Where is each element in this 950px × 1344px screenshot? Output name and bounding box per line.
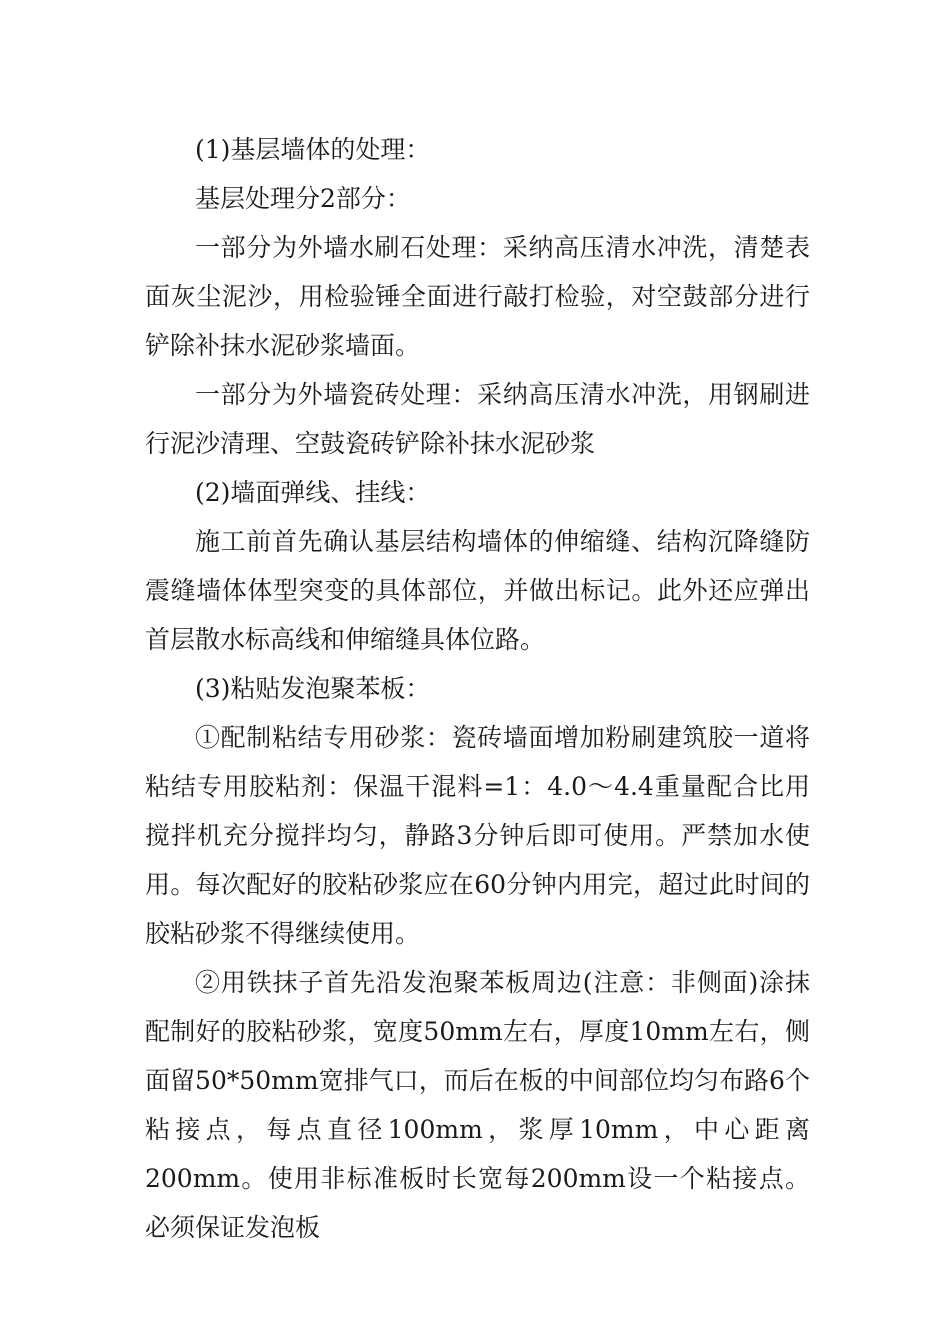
paragraph: 一部分为外墙瓷砖处理：采纳高压清水冲洗，用钢刷进行泥沙清理、空鼓瓷砖铲除补抹水泥砂浆 [145,380,810,458]
paragraph-heading-1: (1)基层墙体的处理： [195,135,431,164]
paragraph: 一部分为外墙水刷石处理：采纳高压清水冲洗，清楚表面灰尘泥沙，用检验锤全面进行敲打检验，对空鼓部分进行铲除补抹水泥砂浆墙面。 [145,233,810,360]
paragraph: 施工前首先确认基层结构墙体的伸缩缝、结构沉降缝防震缝墙体体型突变的具体部位，并做出标记。此外还应弹出首层散水标高线和伸缩缝具体位路。 [145,527,810,654]
paragraph: ①配制粘结专用砂浆：瓷砖墙面增加粉刷建筑胶一道将粘结专用胶粘剂：保温干混料=1：4.0～4.4重量配合比用搅拌机充分搅拌均匀，静路3分钟后即可使用。严禁加水使用。每次配好的胶粘砂浆应在60分钟内用完，超过此时间的胶粘砂浆不得继续使用。 [145,723,810,948]
paragraph-heading-2: (2)墙面弹线、挂线： [195,478,431,507]
paragraph-heading-3: (3)粘贴发泡聚苯板： [195,674,431,703]
paragraph: ②用铁抹子首先沿发泡聚苯板周边(注意：非侧面)涂抹配制好的胶粘砂浆，宽度50mm左右，厚度10mm左右，侧面留50*50mm宽排气口，而后在板的中间部位均匀布路6个粘接点，每点直径100mm，浆厚10mm，中心距离200mm。使用非标准板时长宽每200mm设一个粘接点。必须保证发泡板 [145,968,810,1242]
document-body [145,125,810,1252]
paragraph: 基层处理分2部分： [195,184,411,213]
